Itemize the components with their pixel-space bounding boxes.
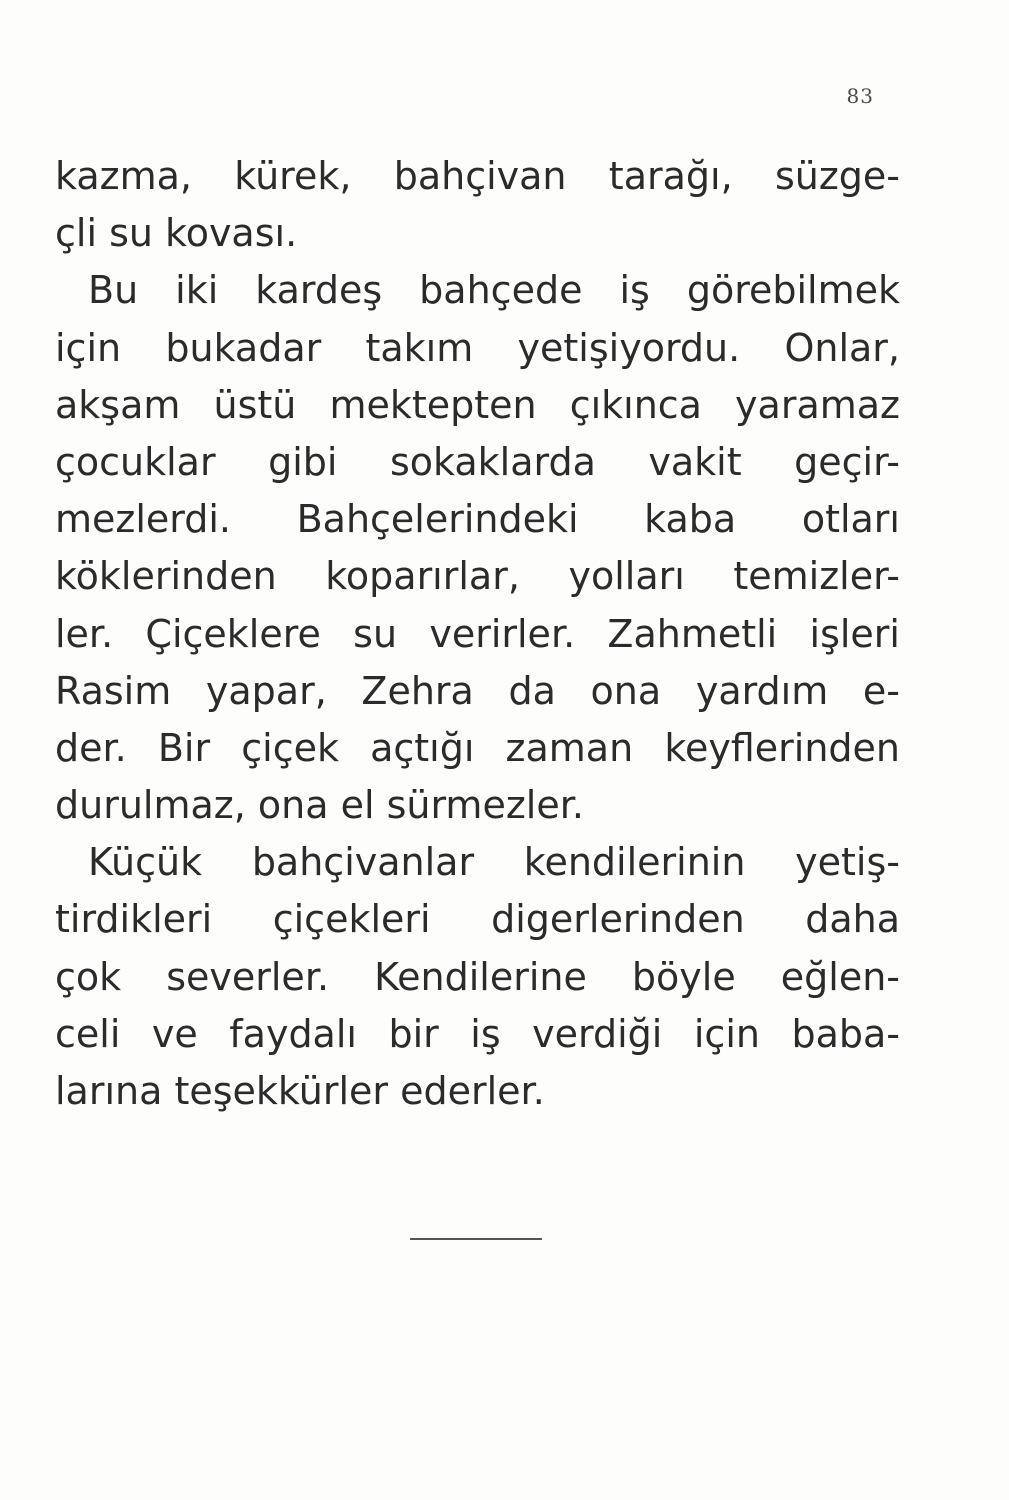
section-divider: [410, 1238, 542, 1240]
text-line: tirdikleri çiçekleri digerlerinden daha: [55, 897, 900, 942]
page-number: 83: [846, 84, 874, 108]
text-line: ler. Çiçeklere su verirler. Zahmetli işleri: [55, 611, 900, 656]
text-line: larına teşekkürler ederler.: [55, 1069, 545, 1113]
text-line: çok severler. Kendilerine böyle eğlen-: [55, 954, 900, 999]
text-line: çli su kovası.: [55, 211, 298, 256]
text-line: köklerinden koparırlar, yolları temizler-: [55, 554, 900, 599]
text-line: çocuklar gibi sokaklarda vakit geçir-: [55, 439, 900, 484]
text-line: akşam üstü mektepten çıkınca yaramaz: [55, 382, 900, 427]
text-line: der. Bir çiçek açtığı zaman keyflerinden: [55, 725, 900, 770]
text-line: Rasim yapar, Zehra da ona yardım e-: [55, 668, 900, 713]
text-line: durulmaz, ona el sürmezler.: [55, 783, 584, 828]
text-line: için bukadar takım yetişiyordu. Onlar,: [55, 325, 900, 370]
text-line: Bu iki kardeş bahçede iş görebilmek: [88, 268, 900, 313]
text-line: mezlerdi. Bahçelerindeki kaba otları: [55, 497, 900, 542]
text-line: kazma, kürek, bahçivan tarağı, süzge-: [55, 154, 900, 198]
body-text: [55, 148, 900, 1120]
text-line: Küçük bahçivanlar kendilerinin yetiş-: [88, 840, 900, 885]
text-line: celi ve faydalı bir iş verdiği için baba-: [55, 1011, 900, 1056]
